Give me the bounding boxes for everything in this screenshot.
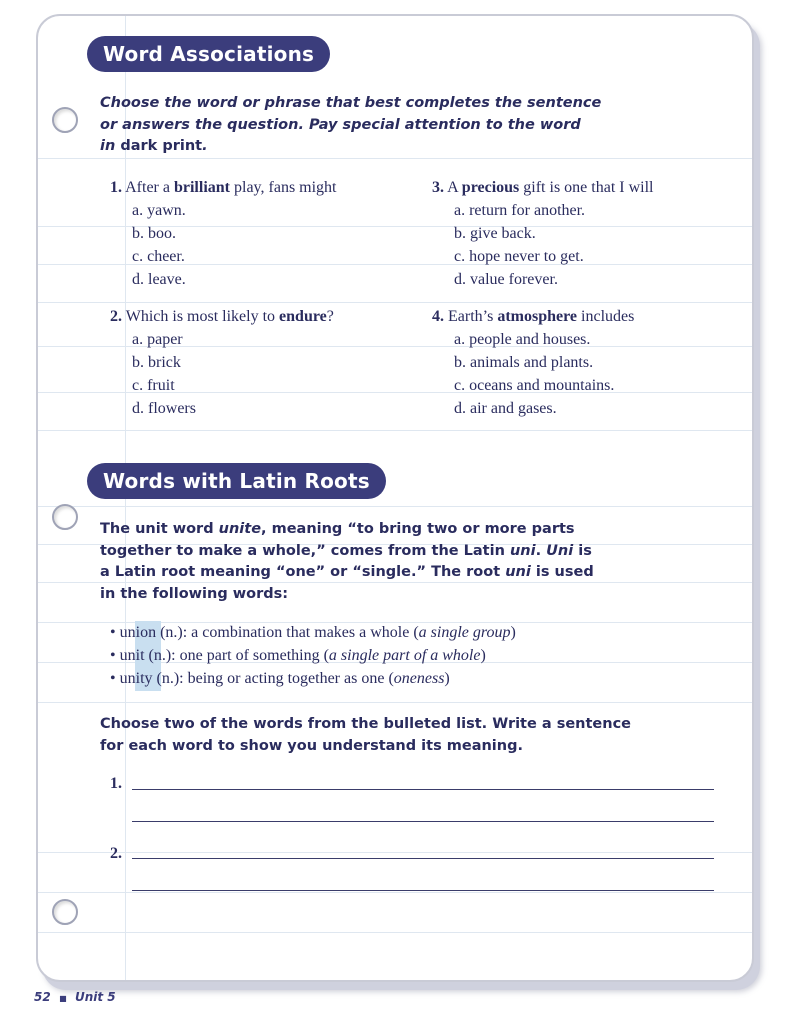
instruction-line: Choose the word or phrase that best completes the sentence [100, 95, 602, 111]
instruction-text: in [100, 138, 121, 154]
definition-text: ) [510, 624, 516, 641]
ruled-line [38, 852, 752, 853]
word-text: on [140, 624, 157, 641]
question-number: 2. [110, 308, 122, 325]
word-text: t [140, 647, 145, 664]
question-text: Which is most likely to [125, 308, 280, 325]
root-text: uni [119, 670, 141, 687]
section-title-word-associations: Word Associations [87, 36, 330, 72]
instruction-line: for each word to show you understand its meaning. [100, 737, 523, 754]
gloss-text: a single group [418, 624, 511, 641]
ruled-line [38, 158, 752, 159]
bullet-list [110, 621, 516, 690]
bullet-icon: • [110, 670, 116, 687]
explanation-text: is used [530, 564, 594, 580]
bullet-icon: • [110, 647, 116, 664]
unit-label: Unit 5 [74, 990, 116, 1004]
explanation-text: The unit word [100, 521, 219, 537]
instruction-text: . [202, 138, 208, 154]
option[interactable]: a. yawn. [132, 202, 186, 219]
option[interactable]: a. paper [132, 331, 183, 348]
option[interactable]: c. cheer. [132, 248, 185, 265]
instruction-emphasis: dark print [120, 138, 203, 154]
instruction-line [100, 136, 601, 158]
ruled-line [38, 430, 752, 431]
root-text: uni [119, 647, 141, 664]
explanation-text: , meaning “to bring two or more parts [261, 521, 575, 537]
question-text: Earth’s [448, 308, 498, 325]
definition-text: ) [480, 647, 486, 664]
vocab-word: precious [461, 179, 520, 196]
separator-icon: ■ [59, 994, 67, 1003]
question-text: A [447, 179, 462, 196]
option[interactable]: a. people and houses. [454, 331, 591, 348]
option[interactable]: c. hope never to get. [454, 248, 584, 265]
instruction-line: or answers the question. Pay special attention to the word [100, 116, 581, 133]
instruction-line: Choose two of the words from the bulleted list. Write a sentence [100, 716, 632, 732]
section-title-latin-roots: Words with Latin Roots [87, 463, 386, 499]
ruled-line [38, 506, 752, 507]
answer-number: 1. [110, 775, 122, 792]
answer-number: 2. [110, 845, 122, 862]
writing-instructions [100, 714, 631, 757]
question-text: ? [326, 308, 334, 325]
explanation-text: in the following words: [100, 585, 289, 602]
option[interactable]: b. animals and plants. [454, 354, 594, 371]
answer-line[interactable] [132, 890, 714, 891]
vocab-word: atmosphere [497, 308, 578, 325]
question-text: gift is one that I will [519, 179, 654, 196]
root-text: uni [119, 624, 141, 641]
gloss-text: a single part of a whole [328, 647, 481, 664]
bullet-icon: • [110, 624, 116, 641]
explanation-text: a Latin root meaning “one” or “single.” The root [100, 564, 506, 580]
latin-root: uni [505, 564, 531, 580]
question-4 [432, 305, 634, 420]
question-number: 4. [432, 308, 444, 325]
explanation-text: is [573, 542, 592, 559]
answer-line[interactable] [132, 789, 714, 790]
vocab-word: endure [279, 308, 327, 325]
answer-line[interactable] [132, 858, 714, 859]
list-item [110, 644, 516, 667]
option[interactable]: c. oceans and mountains. [454, 377, 615, 394]
definition-text: ) [444, 670, 450, 687]
instructions [100, 93, 601, 158]
page-footer [34, 990, 116, 1004]
binder-hole [52, 504, 78, 530]
option[interactable]: d. value forever. [454, 271, 558, 288]
option[interactable]: a. return for another. [454, 202, 586, 219]
ruled-line [38, 892, 752, 893]
ruled-line [38, 932, 752, 933]
answer-line[interactable] [132, 821, 714, 822]
latin-root-explanation [100, 519, 594, 605]
explanation-text: . [535, 542, 547, 559]
option[interactable]: c. fruit [132, 377, 175, 394]
question-text: After a [125, 179, 174, 196]
option[interactable]: b. give back. [454, 225, 536, 242]
gloss-text: oneness [393, 670, 445, 687]
list-item [110, 667, 516, 690]
ruled-line [38, 302, 752, 303]
option[interactable]: b. boo. [132, 225, 176, 242]
question-text: play, fans might [230, 179, 337, 196]
question-text: includes [577, 308, 635, 325]
option[interactable]: d. air and gases. [454, 400, 557, 417]
option[interactable]: d. leave. [132, 271, 186, 288]
definition-text: (n.): being or acting together as one ( [152, 670, 394, 687]
question-1 [110, 176, 337, 291]
option[interactable]: b. brick [132, 354, 181, 371]
question-3 [432, 176, 653, 291]
option[interactable]: d. flowers [132, 400, 196, 417]
question-2 [110, 305, 334, 420]
question-number: 1. [110, 179, 122, 196]
latin-root: Uni [546, 542, 574, 559]
word-text: ty [140, 670, 153, 687]
vocab-word: brilliant [173, 179, 230, 196]
definition-text: (n.): one part of something ( [144, 647, 329, 664]
binder-hole [52, 107, 78, 133]
explanation-text: together to make a whole,” comes from the Latin [100, 542, 510, 559]
unit-word: unite [218, 521, 262, 537]
binder-hole [52, 899, 78, 925]
page-number: 52 [34, 990, 51, 1004]
definition-text: (n.): a combination that makes a whole ( [156, 624, 419, 641]
list-item [110, 621, 516, 644]
latin-root: uni [509, 542, 536, 559]
question-number: 3. [432, 179, 444, 196]
ruled-line [38, 702, 752, 703]
